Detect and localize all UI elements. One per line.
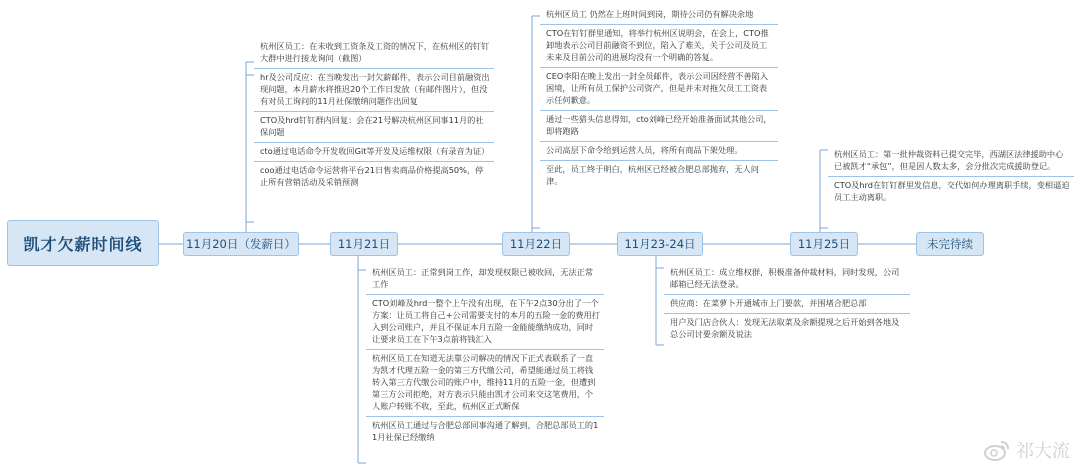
date-node-nov23-24: 11月23-24日 [617, 232, 703, 256]
event-group-nov23-24 [664, 264, 910, 344]
event-group-nov21 [366, 264, 604, 447]
event-item: 公司高层下命令给到运营人员，将所有商品下架处理。 [540, 142, 778, 161]
event-item: CTO在钉钉群里通知，将举行杭州区说明会，在会上，CTO推卸地表示公司目前融资不到位，陷入了难关，关于公司及员工未来及目前公司的进展均没有一个明确的答复。 [540, 25, 778, 68]
event-item: 杭州区员工：在未收到工资条及工资的情况下，在杭州区的钉钉大群中进行接龙询问（截图） [254, 38, 494, 69]
watermark-text: 祁大流 [1016, 441, 1070, 462]
event-group-nov20 [254, 38, 494, 192]
date-node-nov20: 11月20日（发薪日） [183, 232, 299, 256]
event-item: 杭州区员工：第一批仲裁资料已提交完毕，西湖区法律援助中心已被凯才“承包”，但是因人数太多，会分批次完成援助登记。 [828, 146, 1074, 177]
timeline-title: 凯才欠薪时间线 [7, 220, 159, 266]
event-item: 杭州区员工通过与合肥总部同事沟通了解到，合肥总部员工的11月社保已经缴纳 [372, 420, 599, 442]
event-group-nov25 [828, 146, 1074, 207]
event-item: hr及公司反应：在当晚发出一封欠薪邮件，表示公司目前融资出现问题，本月薪水将推迟20个工作日发放（有邮件图片），但没有对员工询问的11月社保缴纳问题作出回复 [254, 69, 494, 112]
event-item: 用户及门店合伙人：发现无法取菜及余额提现之后开始到各地及总公司讨要余额及说法 [670, 317, 900, 339]
event-item: 杭州区员工：正常到岗工作，却发现权限已被收回，无法正常工作 [366, 264, 604, 295]
date-node-tbc: 未完待续 [916, 232, 984, 256]
event-item: coo通过电话命令运营将平台21日售卖商品价格提高50%，停止所有营销活动及采销预测 [260, 165, 484, 187]
weibo-logo-icon [983, 438, 1011, 462]
date-node-nov25: 11月25日 [790, 232, 858, 256]
event-item: 通过一些猎头信息得知，cto刘峰已经开始准备面试其他公司，即将跑路 [540, 111, 778, 142]
event-item: 至此，员工终于明白，杭州区已经被合肥总部抛弃，无人问津。 [546, 164, 759, 186]
event-item: CTO及hrd在钉钉群里发信息，交代如何办理离职手续，变相逼迫员工主动离职。 [834, 180, 1070, 202]
date-node-nov21: 11月21日 [330, 232, 398, 256]
event-item: CTO刘峰及hrd一整个上午没有出现，在下午2点30分出了一个方案：让员工将自己+公司需要支付的本月的五险一金的费用打入到公司账户，并且不保证本月五险一金能能缴纳成功，同时让要求员工在下午3点前将钱汇入 [366, 295, 604, 350]
event-item: 杭州区员工在知道无法靠公司解决的情况下正式表联系了一直为凯才代理五险一金的第三方代缴公司，希望能通过员工将钱转入第三方代缴公司的账户中，维持11月的五险一金，但遭到第三方公司拒绝，对方表示只能由凯才公司来交这笔费用，个人账户转账不收，至此，杭州区正式断保 [366, 350, 604, 417]
event-item: 供应商：在菜萝卜开通城市上门要款，并围堵合肥总部 [664, 295, 910, 314]
event-item: 杭州区员工：成立维权群，积极准备仲裁材料，同时发现，公司邮箱已经无法登录。 [664, 264, 910, 295]
event-item: CTO及hrd钉钉群内回复：会在21号解决杭州区同事11月的社保问题 [254, 112, 494, 143]
event-item: cto通过电话命令开发收回Git等开发及运维权限（有录音为证） [254, 143, 494, 162]
watermark [983, 434, 1070, 466]
event-item: 杭州区员工 仍然在上班时间到岗，期待公司仍有解决余地 [540, 6, 778, 25]
date-node-nov22: 11月22日 [502, 232, 570, 256]
event-item: CEO李阳在晚上发出一封全员邮件，表示公司因经营不善陷入困境，让所有员工保护公司资产，但是并未对拖欠员工工资表示任何歉意。 [540, 68, 778, 111]
event-group-nov22 [540, 6, 778, 191]
